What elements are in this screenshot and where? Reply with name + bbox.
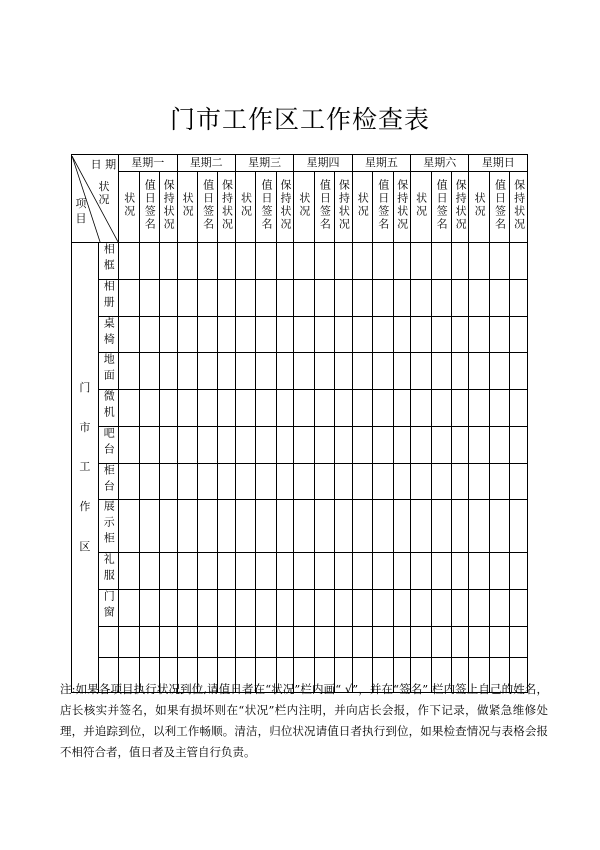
entry-cell[interactable]	[160, 500, 177, 553]
entry-cell[interactable]	[489, 279, 509, 316]
entry-cell[interactable]	[469, 243, 489, 280]
entry-cell[interactable]	[197, 626, 217, 657]
entry-cell[interactable]	[411, 390, 431, 427]
entry-cell[interactable]	[218, 500, 235, 553]
item-label-cell: 礼服	[98, 553, 118, 590]
day-header: 星期四	[294, 155, 352, 172]
entry-cell[interactable]	[177, 463, 197, 500]
entry-cell[interactable]	[218, 243, 235, 280]
entry-cell[interactable]	[139, 589, 159, 626]
sub-column-header: 状况	[119, 172, 139, 243]
entry-cell[interactable]	[314, 279, 334, 316]
entry-cell[interactable]	[139, 243, 159, 280]
entry-cell[interactable]	[294, 279, 314, 316]
entry-cell[interactable]	[335, 500, 352, 553]
entry-cell[interactable]	[335, 316, 352, 353]
entry-cell[interactable]	[177, 390, 197, 427]
entry-cell[interactable]	[160, 589, 177, 626]
entry-cell[interactable]	[431, 316, 451, 353]
entry-cell[interactable]	[431, 390, 451, 427]
sub-column-header: 保持状况	[393, 172, 410, 243]
entry-cell[interactable]	[235, 279, 255, 316]
sub-column-header: 值日签名	[431, 172, 451, 243]
entry-cell[interactable]	[314, 500, 334, 553]
entry-cell[interactable]	[393, 316, 410, 353]
entry-cell[interactable]	[235, 500, 255, 553]
entry-cell[interactable]	[276, 500, 293, 553]
entry-cell[interactable]	[197, 353, 217, 390]
entry-cell[interactable]	[431, 279, 451, 316]
entry-cell[interactable]	[352, 626, 372, 657]
table-row	[72, 243, 528, 280]
entry-cell[interactable]	[197, 589, 217, 626]
sub-column-header: 保持状况	[335, 172, 352, 243]
entry-cell[interactable]	[218, 316, 235, 353]
entry-cell[interactable]	[411, 553, 431, 590]
entry-cell[interactable]	[218, 626, 235, 657]
entry-cell[interactable]	[431, 426, 451, 463]
diag-status-label: 状 况	[98, 179, 110, 206]
entry-cell[interactable]	[352, 589, 372, 626]
entry-cell[interactable]	[160, 316, 177, 353]
entry-cell[interactable]	[197, 553, 217, 590]
entry-cell[interactable]	[119, 463, 139, 500]
entry-cell[interactable]	[489, 243, 509, 280]
entry-cell[interactable]	[294, 626, 314, 657]
entry-cell[interactable]	[335, 589, 352, 626]
sub-column-header: 值日签名	[489, 172, 509, 243]
entry-cell[interactable]	[256, 463, 276, 500]
entry-cell[interactable]	[452, 463, 469, 500]
entry-cell[interactable]	[276, 553, 293, 590]
entry-cell[interactable]	[373, 626, 393, 657]
sub-column-header: 状况	[177, 172, 197, 243]
entry-cell[interactable]	[160, 243, 177, 280]
entry-cell[interactable]	[373, 463, 393, 500]
entry-cell[interactable]	[469, 589, 489, 626]
entry-cell[interactable]	[352, 463, 372, 500]
entry-cell[interactable]	[256, 243, 276, 280]
entry-cell[interactable]	[197, 426, 217, 463]
sub-column-header: 保持状况	[160, 172, 177, 243]
entry-cell[interactable]	[256, 390, 276, 427]
entry-cell[interactable]	[393, 463, 410, 500]
entry-cell[interactable]	[235, 316, 255, 353]
entry-cell[interactable]	[235, 553, 255, 590]
entry-cell[interactable]	[256, 316, 276, 353]
item-label-cell: 微机	[98, 390, 118, 427]
entry-cell[interactable]	[218, 553, 235, 590]
entry-cell[interactable]	[294, 589, 314, 626]
entry-cell[interactable]	[335, 243, 352, 280]
sub-column-header: 值日签名	[256, 172, 276, 243]
sub-column-header: 状况	[352, 172, 372, 243]
entry-cell[interactable]	[119, 390, 139, 427]
entry-cell[interactable]	[510, 553, 528, 590]
item-label-cell	[98, 626, 118, 657]
entry-cell[interactable]	[276, 279, 293, 316]
entry-cell[interactable]	[373, 353, 393, 390]
entry-cell[interactable]	[469, 353, 489, 390]
entry-cell[interactable]	[393, 390, 410, 427]
entry-cell[interactable]	[489, 353, 509, 390]
entry-cell[interactable]	[373, 553, 393, 590]
entry-cell[interactable]	[314, 553, 334, 590]
entry-cell[interactable]	[177, 626, 197, 657]
entry-cell[interactable]	[373, 243, 393, 280]
entry-cell[interactable]	[276, 626, 293, 657]
entry-cell[interactable]	[510, 353, 528, 390]
sub-column-header: 值日签名	[139, 172, 159, 243]
entry-cell[interactable]	[276, 353, 293, 390]
entry-cell[interactable]	[256, 353, 276, 390]
entry-cell[interactable]	[294, 353, 314, 390]
entry-cell[interactable]	[139, 500, 159, 553]
entry-cell[interactable]	[411, 500, 431, 553]
entry-cell[interactable]	[119, 279, 139, 316]
day-header: 星期日	[469, 155, 528, 172]
table-row	[72, 500, 528, 553]
diag-item-label: 项 目	[75, 196, 87, 225]
sub-column-header: 保持状况	[276, 172, 293, 243]
sub-column-header: 状况	[294, 172, 314, 243]
sub-column-header: 值日签名	[373, 172, 393, 243]
entry-cell[interactable]	[235, 353, 255, 390]
entry-cell[interactable]	[373, 279, 393, 316]
entry-cell[interactable]	[139, 279, 159, 316]
entry-cell[interactable]	[276, 426, 293, 463]
entry-cell[interactable]	[469, 426, 489, 463]
entry-cell[interactable]	[393, 500, 410, 553]
entry-cell[interactable]	[235, 390, 255, 427]
sub-column-header: 状况	[235, 172, 255, 243]
day-header: 星期六	[411, 155, 469, 172]
entry-cell[interactable]	[431, 500, 451, 553]
entry-cell[interactable]	[177, 553, 197, 590]
table-row	[72, 589, 528, 626]
entry-cell[interactable]	[510, 390, 528, 427]
entry-cell[interactable]	[452, 426, 469, 463]
entry-cell[interactable]	[373, 390, 393, 427]
footnote: 注:如果各项目执行状况到位,请值日者在“状况”栏内画“ √”，并在“签名” 栏内签上自己的姓名，店长核实并签名，如果有损坏则在“状况”栏内注明，并向店长会报，作下记录，做紧急维修处理，并追踪到位，以利工作畅顺。清洁，归位状况请值日者执行到位，如果检查情况与表格会报不相符合者，值日者及主管自行负责。	[60, 682, 548, 759]
entry-cell[interactable]	[139, 553, 159, 590]
sub-column-header: 值日签名	[197, 172, 217, 243]
entry-cell[interactable]	[452, 279, 469, 316]
table-row	[72, 553, 528, 590]
entry-cell[interactable]	[352, 500, 372, 553]
entry-cell[interactable]	[294, 426, 314, 463]
entry-cell[interactable]	[177, 500, 197, 553]
entry-cell[interactable]	[393, 243, 410, 280]
sub-column-header: 状况	[411, 172, 431, 243]
entry-cell[interactable]	[469, 390, 489, 427]
entry-cell[interactable]	[373, 589, 393, 626]
entry-cell[interactable]	[411, 626, 431, 657]
entry-cell[interactable]	[139, 390, 159, 427]
entry-cell[interactable]	[393, 589, 410, 626]
entry-cell[interactable]	[393, 626, 410, 657]
entry-cell[interactable]	[276, 390, 293, 427]
entry-cell[interactable]	[160, 463, 177, 500]
entry-cell[interactable]	[276, 589, 293, 626]
item-label-cell: 相册	[98, 279, 118, 316]
entry-cell[interactable]	[469, 279, 489, 316]
entry-cell[interactable]	[352, 553, 372, 590]
item-label-cell: 地面	[98, 353, 118, 390]
area-label-cell: 门 市 工 作 区	[72, 243, 99, 693]
entry-cell[interactable]	[452, 390, 469, 427]
entry-cell[interactable]	[431, 553, 451, 590]
entry-cell[interactable]	[489, 626, 509, 657]
entry-cell[interactable]	[469, 553, 489, 590]
entry-cell[interactable]	[160, 279, 177, 316]
diagonal-header-cell	[72, 155, 119, 243]
entry-cell[interactable]	[218, 353, 235, 390]
day-header: 星期五	[352, 155, 410, 172]
entry-cell[interactable]	[160, 353, 177, 390]
table-row	[72, 390, 528, 427]
entry-cell[interactable]	[352, 353, 372, 390]
entry-cell[interactable]	[294, 553, 314, 590]
entry-cell[interactable]	[411, 463, 431, 500]
entry-cell[interactable]	[469, 463, 489, 500]
entry-cell[interactable]	[314, 626, 334, 657]
entry-cell[interactable]	[197, 243, 217, 280]
table-row	[72, 626, 528, 657]
entry-cell[interactable]	[431, 463, 451, 500]
entry-cell[interactable]	[139, 463, 159, 500]
entry-cell[interactable]	[256, 589, 276, 626]
entry-cell[interactable]	[177, 279, 197, 316]
entry-cell[interactable]	[119, 316, 139, 353]
entry-cell[interactable]	[411, 426, 431, 463]
entry-cell[interactable]	[139, 626, 159, 657]
entry-cell[interactable]	[335, 353, 352, 390]
entry-cell[interactable]	[276, 463, 293, 500]
entry-cell[interactable]	[256, 553, 276, 590]
entry-cell[interactable]	[139, 353, 159, 390]
page-title: 门市工作区工作检查表	[169, 105, 430, 134]
entry-cell[interactable]	[177, 426, 197, 463]
entry-cell[interactable]	[373, 426, 393, 463]
day-header: 星期二	[177, 155, 235, 172]
entry-cell[interactable]	[489, 426, 509, 463]
item-label-cell: 相框	[98, 243, 118, 280]
entry-cell[interactable]	[119, 589, 139, 626]
inspection-table	[71, 154, 528, 693]
entry-cell[interactable]	[431, 353, 451, 390]
item-label-cell: 吧台	[98, 426, 118, 463]
entry-cell[interactable]	[177, 353, 197, 390]
entry-cell[interactable]	[235, 463, 255, 500]
sub-column-header: 保持状况	[510, 172, 528, 243]
entry-cell[interactable]	[197, 500, 217, 553]
entry-cell[interactable]	[411, 316, 431, 353]
entry-cell[interactable]	[411, 589, 431, 626]
item-label-cell: 门窗	[98, 589, 118, 626]
entry-cell[interactable]	[510, 500, 528, 553]
entry-cell[interactable]	[256, 279, 276, 316]
entry-cell[interactable]	[489, 316, 509, 353]
entry-cell[interactable]	[335, 553, 352, 590]
sub-column-header: 保持状况	[218, 172, 235, 243]
entry-cell[interactable]	[314, 589, 334, 626]
entry-cell[interactable]	[119, 553, 139, 590]
entry-cell[interactable]	[294, 243, 314, 280]
entry-cell[interactable]	[431, 243, 451, 280]
entry-cell[interactable]	[452, 553, 469, 590]
table-row	[72, 426, 528, 463]
entry-cell[interactable]	[119, 243, 139, 280]
entry-cell[interactable]	[139, 426, 159, 463]
entry-cell[interactable]	[411, 353, 431, 390]
entry-cell[interactable]	[352, 390, 372, 427]
entry-cell[interactable]	[335, 279, 352, 316]
entry-cell[interactable]	[276, 316, 293, 353]
entry-cell[interactable]	[160, 390, 177, 427]
entry-cell[interactable]	[510, 626, 528, 657]
entry-cell[interactable]	[510, 589, 528, 626]
entry-cell[interactable]	[218, 426, 235, 463]
entry-cell[interactable]	[489, 553, 509, 590]
entry-cell[interactable]	[177, 243, 197, 280]
entry-cell[interactable]	[119, 426, 139, 463]
item-label-cell: 展示柜	[98, 500, 118, 553]
entry-cell[interactable]	[393, 353, 410, 390]
entry-cell[interactable]	[510, 316, 528, 353]
table-row	[72, 353, 528, 390]
entry-cell[interactable]	[510, 426, 528, 463]
item-label-cell: 桌椅	[98, 316, 118, 353]
sub-column-header: 状况	[469, 172, 489, 243]
entry-cell[interactable]	[352, 243, 372, 280]
entry-cell[interactable]	[469, 626, 489, 657]
entry-cell[interactable]	[411, 279, 431, 316]
entry-cell[interactable]	[452, 316, 469, 353]
entry-cell[interactable]	[335, 463, 352, 500]
entry-cell[interactable]	[256, 426, 276, 463]
diag-date-label: 日 期	[90, 157, 117, 171]
entry-cell[interactable]	[256, 626, 276, 657]
entry-cell[interactable]	[218, 279, 235, 316]
entry-cell[interactable]	[352, 279, 372, 316]
entry-cell[interactable]	[452, 243, 469, 280]
entry-cell[interactable]	[314, 243, 334, 280]
entry-cell[interactable]	[294, 500, 314, 553]
entry-cell[interactable]	[314, 390, 334, 427]
table-row	[72, 279, 528, 316]
entry-cell[interactable]	[352, 426, 372, 463]
table-row	[72, 316, 528, 353]
entry-cell[interactable]	[197, 316, 217, 353]
entry-cell[interactable]	[218, 390, 235, 427]
entry-cell[interactable]	[218, 589, 235, 626]
entry-cell[interactable]	[119, 353, 139, 390]
item-label-cell: 柜台	[98, 463, 118, 500]
entry-cell[interactable]	[294, 390, 314, 427]
entry-cell[interactable]	[314, 316, 334, 353]
entry-cell[interactable]	[276, 243, 293, 280]
entry-cell[interactable]	[335, 626, 352, 657]
entry-cell[interactable]	[510, 279, 528, 316]
entry-cell[interactable]	[335, 390, 352, 427]
day-header: 星期三	[235, 155, 293, 172]
entry-cell[interactable]	[452, 589, 469, 626]
entry-cell[interactable]	[235, 589, 255, 626]
entry-cell[interactable]	[489, 500, 509, 553]
entry-cell[interactable]	[431, 626, 451, 657]
entry-cell[interactable]	[197, 463, 217, 500]
entry-cell[interactable]	[431, 589, 451, 626]
entry-cell[interactable]	[314, 353, 334, 390]
entry-cell[interactable]	[469, 316, 489, 353]
entry-cell[interactable]	[452, 626, 469, 657]
entry-cell[interactable]	[177, 589, 197, 626]
entry-cell[interactable]	[197, 279, 217, 316]
entry-cell[interactable]	[119, 626, 139, 657]
entry-cell[interactable]	[510, 243, 528, 280]
entry-cell[interactable]	[373, 500, 393, 553]
entry-cell[interactable]	[160, 426, 177, 463]
entry-cell[interactable]	[411, 243, 431, 280]
entry-cell[interactable]	[452, 500, 469, 553]
entry-cell[interactable]	[235, 243, 255, 280]
sub-column-header: 值日签名	[314, 172, 334, 243]
entry-cell[interactable]	[294, 463, 314, 500]
entry-cell[interactable]	[160, 553, 177, 590]
entry-cell[interactable]	[314, 426, 334, 463]
entry-cell[interactable]	[393, 426, 410, 463]
entry-cell[interactable]	[160, 626, 177, 657]
day-header: 星期一	[119, 155, 177, 172]
entry-cell[interactable]	[489, 463, 509, 500]
entry-cell[interactable]	[452, 353, 469, 390]
sub-column-header: 保持状况	[452, 172, 469, 243]
entry-cell[interactable]	[177, 316, 197, 353]
table-row	[72, 463, 528, 500]
entry-cell[interactable]	[256, 500, 276, 553]
entry-cell[interactable]	[489, 589, 509, 626]
entry-cell[interactable]	[119, 500, 139, 553]
entry-cell[interactable]	[235, 426, 255, 463]
entry-cell[interactable]	[139, 316, 159, 353]
entry-cell[interactable]	[218, 463, 235, 500]
entry-cell[interactable]	[314, 463, 334, 500]
entry-cell[interactable]	[393, 553, 410, 590]
entry-cell[interactable]	[510, 463, 528, 500]
entry-cell[interactable]	[335, 426, 352, 463]
entry-cell[interactable]	[393, 279, 410, 316]
entry-cell[interactable]	[352, 316, 372, 353]
entry-cell[interactable]	[489, 390, 509, 427]
entry-cell[interactable]	[235, 626, 255, 657]
entry-cell[interactable]	[197, 390, 217, 427]
entry-cell[interactable]	[469, 500, 489, 553]
entry-cell[interactable]	[294, 316, 314, 353]
entry-cell[interactable]	[373, 316, 393, 353]
